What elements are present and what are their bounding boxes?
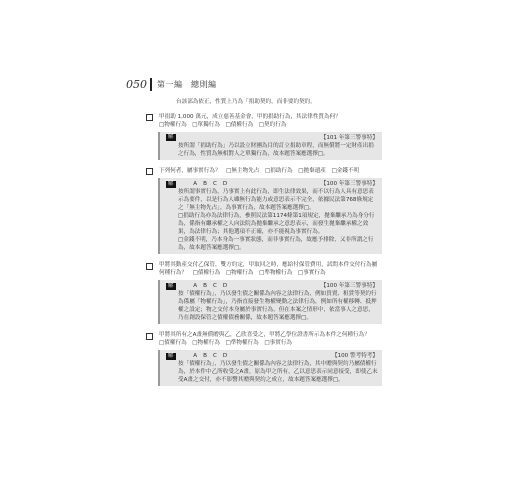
question-row — [146, 167, 382, 175]
exam-source: 【100 年第三警事特】 — [320, 180, 378, 187]
answer-box — [146, 114, 153, 121]
solution-header — [166, 179, 378, 188]
option-letter: C — [212, 180, 217, 187]
question-text — [159, 167, 382, 175]
question-row — [146, 113, 382, 129]
option-letter: D — [222, 352, 228, 359]
question-2 — [146, 167, 382, 254]
solution-header — [166, 351, 378, 360]
option-letter: A — [193, 352, 198, 359]
question-text — [159, 113, 382, 129]
option-letter: C — [212, 352, 217, 359]
solution-text: 按「債權行為」，乃以發生債之關係為內容之法律行為，例如買賣、租賃等契約行為係屬「物權行為」，乃指直接發生物權變動之法律行為，例如所有權移轉、抵押權之設定；物之交付本身屬於事實行為，但在本案之情形中，依當事人之意思，乃在創設保管之債權債務關係，故本題答案應選擇□。 — [178, 291, 377, 322]
question-line: □債權行為 □物權行為 □準物權行為 □事實行為 — [159, 340, 293, 347]
option-letters — [193, 353, 233, 359]
page-content — [146, 98, 382, 386]
page-number: 050 — [126, 78, 147, 91]
solution-block — [158, 178, 382, 254]
question-text — [159, 331, 382, 347]
option-letter: B — [203, 352, 207, 359]
answer-box — [146, 333, 153, 340]
question-row — [146, 331, 382, 347]
exam-source: 【100 警考特考】 — [331, 352, 378, 359]
exam-source: 【101 年第三警事特】 — [320, 134, 378, 141]
option-letter: D — [222, 282, 228, 289]
question-3 — [146, 261, 382, 324]
solution-header — [166, 281, 378, 290]
solution-tag: 解 — [168, 282, 174, 289]
solution-text: □金錢不明，乃本身為一事實狀態，而非事實行為，故應予排除，又非所謂之行為，故本題答案應選擇□。 — [178, 237, 374, 252]
question-line: □物權行為 □單獨行為 □債權行為 □契約行為 — [159, 122, 287, 128]
option-letter: D — [222, 180, 228, 187]
solution-tag: 解 — [168, 180, 174, 187]
option-letter: A — [193, 282, 198, 289]
option-letters — [193, 181, 233, 187]
solution-block — [158, 132, 382, 160]
exam-source: 【100 年第三警事特】 — [320, 282, 378, 289]
section-title: 第一編 總則編 — [157, 80, 217, 89]
solution-tag: 解 — [168, 134, 174, 140]
solution-block — [158, 280, 382, 324]
intro-line: 台該部為依正，性質上乃為「捐助契約，而非要約契約。 — [176, 99, 316, 105]
header-divider — [150, 78, 152, 91]
question-line: 下列何者，屬事實行為？ □無主物先占 □捐助行為 □拋棄遺產 □金錢不明 — [159, 168, 360, 174]
solution-tag: 解 — [168, 352, 174, 359]
question-text — [159, 261, 382, 277]
solution-text: □捐助行為亦為法律行為，參照民法第1174條第1項規定，拋棄繼承乃為身分行為，係指有繼承權之人向法院為拋棄繼承之意思表示，而發生拋棄繼承權之效果，為法律行為；其他選項不正確，亦不能視為事實行為。 — [178, 213, 375, 236]
answer-box — [146, 263, 153, 270]
option-letters — [193, 283, 233, 289]
option-letter: B — [203, 282, 207, 289]
option-letter: C — [212, 282, 217, 289]
question-line: 甲捐助 1,000 萬元，成立慈善基金會，甲的捐助行為，其法律性質為何？ — [159, 114, 341, 120]
question-row — [146, 261, 382, 277]
solution-text: 按所謂「捐助行為」乃以設立財團為目的訂立捐助章程，而無償將一定財產出捐之行為，性質為無相對人之單獨行為，故本題答案應選擇□。 — [178, 143, 374, 157]
option-letter: A — [193, 180, 198, 187]
solution-block — [158, 350, 382, 386]
question-1 — [146, 113, 382, 160]
question-4 — [146, 331, 382, 386]
question-line: 甲將其動產交付乙保管，雙方約定，甲取回之時，應給付保管費用，試問本件交付行為屬何種行為？ □債權行為 □物權行為 □準物權行為 □事實行為 — [159, 262, 378, 277]
option-letter: B — [203, 180, 207, 187]
solution-text: 按所謂事實行為，乃事實上有此行為，即生法律效果，而不以行為人具有意思表示為要件，以是行為人雖無行為能力或意思表示不完全，依據民法第768條規定之「無主物先占」，為事實行為，故本題答案應選擇□。 — [178, 189, 374, 212]
solution-text: 按「債權行為」，乃以發生債之關係為內容之法律行為，其中贈與契約乃屬債權行為，於本件中乙所收受之A畫，原為甲之所有，乙以意思表示同意接受，即使乙未受A畫之交付，亦不影響其贈與契約之成立，故本題答案應選擇□。 — [178, 361, 378, 384]
solution-header — [166, 133, 378, 142]
answer-box — [146, 168, 153, 175]
question-line: 甲將其所有之A畫無償贈與乙，乙欣喜受之，甲將乙學位證書所示為本件之何種行為？ — [159, 332, 370, 339]
